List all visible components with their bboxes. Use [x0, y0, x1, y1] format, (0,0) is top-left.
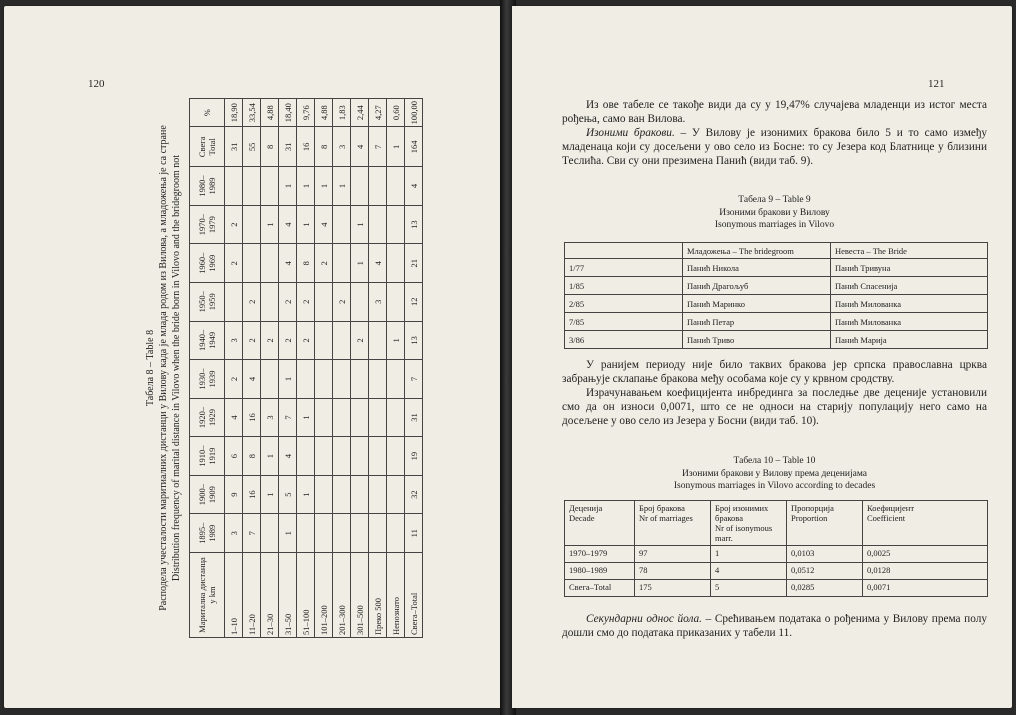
table9-cell: 3/86 [565, 331, 683, 349]
table10-cell: 0,0512 [787, 563, 863, 580]
table9-cell: Панић Драгољуб [683, 277, 831, 295]
table8-cell: 2 [279, 321, 297, 360]
table8-cell [387, 437, 405, 476]
table10-cell: 175 [635, 580, 711, 597]
table8-cell [333, 475, 351, 514]
table8-cell [351, 282, 369, 321]
table9-cell: Панић Маринко [683, 295, 831, 313]
table8-cell: 32 [405, 475, 423, 514]
table8-cell: 2 [243, 282, 261, 321]
table8-cell: 18,90 [225, 99, 243, 127]
table8-cell [333, 244, 351, 283]
page-number: 121 [928, 78, 945, 90]
table9-subtitle-sr: Изоними бракови у Вилову [719, 207, 830, 218]
table8-subtitle-en: Distribution frequency of marital distance in Vilovo when the bride born in Vilovo and the bridegroom not [171, 154, 182, 582]
table10-header-line: Број изонимих [715, 503, 769, 513]
table8-cell [297, 360, 315, 399]
paragraph-2-text: – У Вилову је изонимих бракова било 5 и то само између младенаца који су досељени у ово село из Босне: то су Језера код Блатнице у близини Теслића. Сви су они презимена Панић (види таб. 9). [562, 127, 987, 167]
table8-cell [387, 360, 405, 399]
table8-cell: 16 [297, 127, 315, 167]
table8-cell: 301–500 [351, 553, 369, 638]
table8-cell: 5 [279, 475, 297, 514]
table8-cell: 1 [279, 167, 297, 206]
table8-cell: 1 [297, 167, 315, 206]
table8-cell: 1 [315, 167, 333, 206]
table8-cell [333, 205, 351, 244]
table8-cell: 4 [369, 244, 387, 283]
left-page [4, 6, 504, 708]
table9-cell: Панић Милованка [831, 313, 988, 331]
table8-cell [261, 282, 279, 321]
paragraph-intro [562, 98, 987, 168]
table8-cell: 1 [387, 127, 405, 167]
paragraph-5-text: – Срећивањем података о рођенима у Вилову према полу дошли смо до података приказаних у табели 11. [562, 613, 987, 639]
table8-cell [387, 282, 405, 321]
table10-cell: 0,0103 [787, 546, 863, 563]
table10-subtitle-en: Isonymous marriages in Vilovo according to decades [673, 481, 876, 491]
table10 [564, 500, 988, 597]
table9-subtitle-en: Isonymous marriages in Vilovo [714, 220, 835, 230]
table10-header-cell [565, 501, 635, 546]
table10-header-line: Број бракова [639, 503, 685, 513]
table8-cell [315, 514, 333, 553]
table8-cell: 3 [369, 282, 387, 321]
table10-cell: 1 [711, 546, 787, 563]
table8-cell [315, 282, 333, 321]
table8-cell [261, 360, 279, 399]
table10-cell: 0,0128 [863, 563, 988, 580]
table8-cell: 31 [279, 127, 297, 167]
table8-cell [387, 205, 405, 244]
table8-header-cell: 1970–1979 [190, 205, 225, 244]
table10-title: Табела 10 – Table 10 [733, 456, 816, 466]
table8-cell [387, 244, 405, 283]
paragraph-5 [562, 612, 987, 640]
table8-cell [315, 437, 333, 476]
table9-cell: Панић Марија [831, 331, 988, 349]
table8-cell: 21 [405, 244, 423, 283]
table8-cell: 31 [405, 398, 423, 437]
table8-cell: 3 [333, 127, 351, 167]
table8-cell: 4 [351, 127, 369, 167]
table8-cell: 100,00 [405, 99, 423, 127]
table10-cell: 97 [635, 546, 711, 563]
table8-cell: 33,54 [243, 99, 261, 127]
table8-cell: 11–20 [243, 553, 261, 638]
table8-row [369, 99, 387, 638]
table10-cell: 0,0285 [787, 580, 863, 597]
table8-cell [369, 167, 387, 206]
table10-header-line: marr. [715, 533, 733, 543]
table8-cell: 6 [225, 437, 243, 476]
table8-cell [261, 167, 279, 206]
table8-cell: 19 [405, 437, 423, 476]
table9-cell: 2/85 [565, 295, 683, 313]
table10-cell: 1970–1979 [565, 546, 635, 563]
table8-cell [387, 475, 405, 514]
table8-cell [369, 398, 387, 437]
table8-cell: 16 [243, 398, 261, 437]
table8-cell [297, 514, 315, 553]
table10-header-cell [787, 501, 863, 546]
table8-cell: 2 [333, 282, 351, 321]
table8-cell: 12 [405, 282, 423, 321]
table8-header-cell: Свега Total [190, 127, 225, 167]
table8-header-cell: 1895–1989 [190, 514, 225, 553]
table8-row [243, 99, 261, 638]
table8-cell: 7 [243, 514, 261, 553]
table8-cell: 4 [405, 167, 423, 206]
table10-cell: 1980–1989 [565, 563, 635, 580]
table8-cell: 4 [279, 437, 297, 476]
table8-cell [315, 360, 333, 399]
table8-cell: 7 [405, 360, 423, 399]
table8-cell [333, 360, 351, 399]
right-page [512, 6, 1012, 708]
table8-header-cell: Маритална дистанца у km [190, 553, 225, 638]
paragraph-4: Израчунавањем коефицијента инбредингa за последње две деценије установили смо да он износи 0,0071, што се не односи на старију популацију него само на досељене у ово село из Језера у Босни (види таб. 10). [562, 387, 987, 427]
table8-cell [225, 282, 243, 321]
table8-cell [369, 514, 387, 553]
table8-cell [243, 244, 261, 283]
table9-cell: 7/85 [565, 313, 683, 331]
table8-cell [315, 398, 333, 437]
table9-cell: Панић Тривуна [831, 259, 988, 277]
paragraph-3: У ранијем периоду није било таквих бракова јер српска православна црква забрањује склапање бракова међу особама које су у крвном сродству. [562, 359, 987, 385]
table8-cell: 55 [243, 127, 261, 167]
table8-cell: 1,83 [333, 99, 351, 127]
table8-cell: 2 [279, 282, 297, 321]
table10-caption [562, 455, 987, 493]
table8-cell [369, 360, 387, 399]
table8-cell: 1 [261, 475, 279, 514]
table8-header-cell: 1980–1989 [190, 167, 225, 206]
table8-cell: 1 [333, 167, 351, 206]
table10-header-line: Деценија [569, 503, 603, 513]
table8-cell: 4 [225, 398, 243, 437]
table9-cell: Панић Милованка [831, 295, 988, 313]
table8-cell: 2 [315, 244, 333, 283]
table8-cell: 8 [315, 127, 333, 167]
table8-rotated [144, 98, 419, 638]
table8-cell [333, 321, 351, 360]
table8-header-cell: % [190, 99, 225, 127]
table8-header-cell: 1930–1939 [190, 360, 225, 399]
table8-row [297, 99, 315, 638]
table8-cell: 2 [225, 205, 243, 244]
table10-row [565, 546, 988, 563]
table8-cell [351, 437, 369, 476]
table8-cell [333, 437, 351, 476]
table8-cell [351, 398, 369, 437]
table8-cell: 2 [351, 321, 369, 360]
table8-cell: 2,44 [351, 99, 369, 127]
table8-cell: 164 [405, 127, 423, 167]
table8-cell: 101–200 [315, 553, 333, 638]
table10-header-line: Nr of isonymous [715, 523, 773, 533]
table8-cell [387, 167, 405, 206]
table8-cell: 1 [387, 321, 405, 360]
table9-cell: 1/77 [565, 259, 683, 277]
table8-cell: 1 [279, 360, 297, 399]
section-heading: Секундарни однос йола. [586, 613, 703, 625]
table9-title: Табела 9 – Table 9 [738, 195, 811, 205]
paragraph-1: Из ове табеле се такође види да су у 19,47% случајева младенци из истог места рођења, само ван Вилова. [562, 99, 987, 125]
table8-cell: 4 [315, 205, 333, 244]
table9-header-row [565, 243, 988, 259]
table8-header-cell: 1940–1949 [190, 321, 225, 360]
table10-header-line: Коефицијент [867, 503, 915, 513]
table8-cell [369, 437, 387, 476]
table8-cell: 8 [243, 437, 261, 476]
table8-cell [369, 321, 387, 360]
table8-cell: 201–300 [333, 553, 351, 638]
table10-header-cell [635, 501, 711, 546]
table8-cell [225, 167, 243, 206]
table10-cell: 78 [635, 563, 711, 580]
table10-cell: 0,0071 [863, 580, 988, 597]
table8-cell: 13 [405, 205, 423, 244]
table8-cell: 3 [225, 321, 243, 360]
table8-cell [369, 475, 387, 514]
table8-cell: 1 [261, 205, 279, 244]
table8-row [351, 99, 369, 638]
table8-cell: 31–50 [279, 553, 297, 638]
table10-header-cell [863, 501, 988, 546]
table8-cell: 4 [279, 205, 297, 244]
paragraph-2 [562, 126, 987, 168]
table8-cell: 11 [405, 514, 423, 553]
table10-header-line: Пропорција [791, 503, 834, 513]
table8-cell [261, 244, 279, 283]
table8-cell [387, 398, 405, 437]
table8-cell: 18,40 [279, 99, 297, 127]
section-heading: Изоними бракови. [586, 127, 675, 139]
page-number: 120 [88, 78, 105, 90]
table8-cell: 4 [243, 360, 261, 399]
table8-cell [297, 437, 315, 476]
table8-header-cell: 1920–1929 [190, 398, 225, 437]
table8-row [261, 99, 279, 638]
table8-cell: 8 [261, 127, 279, 167]
table10-header-line: Proportion [791, 513, 828, 523]
table8-cell: 7 [369, 127, 387, 167]
table9-cell: Панић Триво [683, 331, 831, 349]
table9-row [565, 313, 988, 331]
table9-header-cell: Младожења – The bridegroom [683, 243, 831, 259]
table8-cell: Преко 500 [369, 553, 387, 638]
table9-header-cell: Невеста – The Bride [831, 243, 988, 259]
paragraph-final [562, 612, 987, 640]
table8-header-cell: 1950–1959 [190, 282, 225, 321]
table8-subtitle-sr: Расподела учесталости маритиалних дистанци у Вилову када је млада родом из Вилова, а младожења је са стране [158, 125, 169, 611]
table8-cell: 31 [225, 127, 243, 167]
table10-header-line: Nr of marriages [639, 513, 693, 523]
table8-cell [351, 360, 369, 399]
table8-cell [351, 167, 369, 206]
table10-row [565, 563, 988, 580]
table8-cell: 1 [351, 205, 369, 244]
table8-cell: 3 [225, 514, 243, 553]
table8-cell [333, 398, 351, 437]
table8-cell: 4 [279, 244, 297, 283]
table8-cell: 3 [261, 398, 279, 437]
table8-cell: 21–30 [261, 553, 279, 638]
table8-cell: 1 [297, 475, 315, 514]
table8-title: Табела 8 – Table 8 [145, 329, 156, 407]
table8-header-cell: 1960–1969 [190, 244, 225, 283]
table8-cell: Свега–Total [405, 553, 423, 638]
table9-cell: Панић Петар [683, 313, 831, 331]
table9-cell: Панић Никола [683, 259, 831, 277]
table9-cell: Панић Спасенија [831, 277, 988, 295]
table8-cell: 1 [279, 514, 297, 553]
table10-header-row [565, 501, 988, 546]
table8-cell [315, 475, 333, 514]
table8-cell: 1 [351, 244, 369, 283]
table8-cell: 1–10 [225, 553, 243, 638]
table10-header-line: Coefficient [867, 513, 906, 523]
table8-cell [351, 514, 369, 553]
table8-cell: 0,60 [387, 99, 405, 127]
paragraph-middle [562, 358, 987, 428]
table9-row [565, 331, 988, 349]
table10-cell: 4 [711, 563, 787, 580]
table8-cell: 9 [225, 475, 243, 514]
table8-header-cell: 1900–1909 [190, 475, 225, 514]
table8-cell [315, 321, 333, 360]
table8-cell: 1 [297, 398, 315, 437]
table8-cell: 9,76 [297, 99, 315, 127]
table8-row [315, 99, 333, 638]
table10-header-line: бракова [715, 513, 743, 523]
table8-cell [369, 205, 387, 244]
table8-cell: 2 [261, 321, 279, 360]
table8-cell: 8 [297, 244, 315, 283]
table8-row [225, 99, 243, 638]
table10-cell: Свега–Total [565, 580, 635, 597]
table8-cell: 2 [225, 244, 243, 283]
table8-cell: 2 [297, 282, 315, 321]
table8-row [333, 99, 351, 638]
table10-cell: 0,0025 [863, 546, 988, 563]
table9-header-cell [565, 243, 683, 259]
table9-caption [562, 194, 987, 232]
table9 [564, 242, 988, 349]
table8-cell [351, 475, 369, 514]
table8-header-cell: 1910–1919 [190, 437, 225, 476]
table8-cell: 1 [261, 437, 279, 476]
table10-header-line: Decade [569, 513, 595, 523]
table8-cell [243, 205, 261, 244]
table8-cell: Непознато [387, 553, 405, 638]
table8-cell: 4,88 [261, 99, 279, 127]
table8-row [405, 99, 423, 638]
table8-row [279, 99, 297, 638]
table8-cell: 13 [405, 321, 423, 360]
table10-cell: 5 [711, 580, 787, 597]
table9-cell: 1/85 [565, 277, 683, 295]
table9-row [565, 295, 988, 313]
table8-row [387, 99, 405, 638]
table10-row [565, 580, 988, 597]
table8-cell: 2 [225, 360, 243, 399]
table8-cell: 2 [297, 321, 315, 360]
table10-subtitle-sr: Изоними бракови у Вилову према деценијама [681, 468, 868, 479]
table8-cell: 2 [243, 321, 261, 360]
table8-cell: 4,27 [369, 99, 387, 127]
table8-cell [387, 514, 405, 553]
table10-header-cell [711, 501, 787, 546]
table8 [189, 98, 423, 638]
table9-row [565, 277, 988, 295]
table8-cell: 16 [243, 475, 261, 514]
table8-cell: 1 [297, 205, 315, 244]
table8-cell [261, 514, 279, 553]
table8-cell: 51–100 [297, 553, 315, 638]
table8-cell: 7 [279, 398, 297, 437]
table8-cell [333, 514, 351, 553]
table8-cell [243, 167, 261, 206]
table8-cell: 4,88 [315, 99, 333, 127]
table9-row [565, 259, 988, 277]
